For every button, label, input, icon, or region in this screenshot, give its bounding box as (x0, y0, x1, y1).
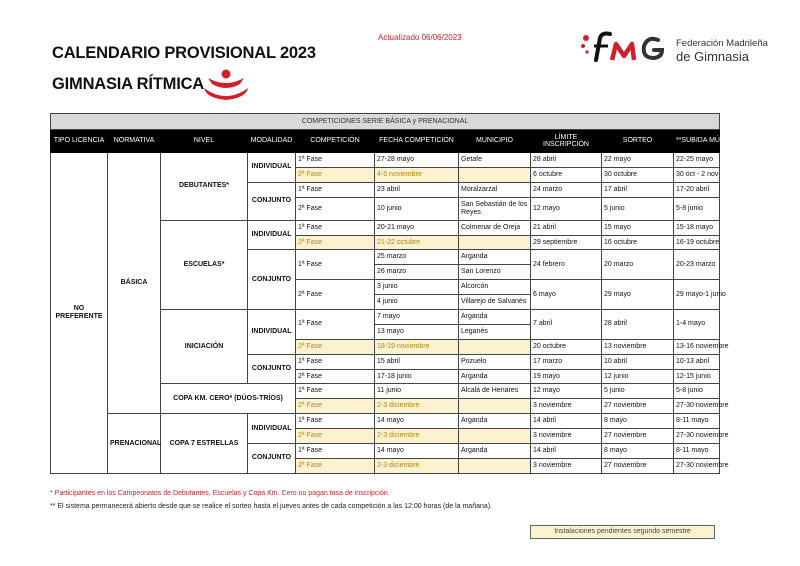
fmg-logo-icon (578, 30, 672, 70)
limite-cell: 3 noviembre (531, 429, 602, 444)
page-subtitle: GIMNASIA RÍTMICA (52, 75, 205, 93)
limite-cell: 19 mayo (531, 369, 602, 384)
musicas-cell: 30 oct - 2 nov (674, 167, 720, 182)
gymnast-emblem-icon (200, 68, 252, 102)
musicas-cell: 27-30 noviembre (674, 458, 720, 473)
col-header: NORMATIVA (108, 130, 161, 153)
fase-cell: 2ª Fase (296, 197, 375, 220)
sorteo-cell: 8 mayo (602, 444, 674, 459)
fecha-cell: 26 marzo (375, 265, 459, 280)
municipio-cell: Pozuelo (459, 354, 531, 369)
fase-cell: 1ª Fase (296, 153, 375, 168)
musicas-cell: 5-8 junio (674, 197, 720, 220)
nivel-copa-km-cero: COPA KM. CERO* (DÚOS-TRÍOS) (161, 384, 296, 414)
normativa-prenacional: PRENACIONAL (108, 414, 161, 474)
fecha-cell: 2-3 diciembre (375, 399, 459, 414)
limite-cell: 12 mayo (531, 197, 602, 220)
col-header: LÍMITE INSCRIPCIÓN (531, 130, 602, 153)
municipio-cell: Leganés (459, 324, 531, 339)
sorteo-cell: 17 abril (602, 182, 674, 197)
sorteo-cell: 13 noviembre (602, 339, 674, 354)
limite-cell: 28 abril (531, 153, 602, 168)
fase-cell: 2ª Fase (296, 429, 375, 444)
municipio-cell: Arganda (459, 444, 531, 459)
municipio-cell (459, 235, 531, 250)
musicas-cell: 1-4 mayo (674, 310, 720, 340)
fase-cell: 2ª Fase (296, 369, 375, 384)
fecha-cell: 15 abril (375, 354, 459, 369)
fecha-cell: 4 junio (375, 295, 459, 310)
fecha-cell: 20-21 mayo (375, 220, 459, 235)
musicas-cell: 27-30 noviembre (674, 429, 720, 444)
modalidad-conjunto: CONJUNTO (248, 182, 296, 220)
nivel-debutantes: DEBUTANTES* (161, 153, 248, 221)
fecha-cell: 18-19 noviembre (375, 339, 459, 354)
modalidad-individual: INDIVIDUAL (248, 310, 296, 355)
fase-cell: 2ª Fase (296, 399, 375, 414)
municipio-cell: Arganda (459, 250, 531, 265)
nivel-copa-7-estrellas: COPA 7 ESTRELLAS (161, 414, 248, 474)
col-header: FECHA COMPETICIÓN (375, 130, 459, 153)
fecha-cell: 21-22 octubre (375, 235, 459, 250)
updated-date: Actualizado 06/06/2023 (378, 33, 462, 42)
table-row (51, 414, 720, 429)
municipio-cell: Colmenar de Oreja (459, 220, 531, 235)
municipio-cell (459, 167, 531, 182)
municipio-cell: Villarejo de Salvanés (459, 295, 531, 310)
super-header: COMPETICIONES SERIE BÁSICA y PRENACIONAL (51, 114, 720, 130)
sorteo-cell: 27 noviembre (602, 429, 674, 444)
municipio-cell: San Lorenzo (459, 265, 531, 280)
limite-cell: 24 marzo (531, 182, 602, 197)
fecha-cell: 17-18 junio (375, 369, 459, 384)
tipo-licencia-cell: NO PREFERENTE (51, 153, 108, 474)
limite-cell: 3 noviembre (531, 458, 602, 473)
calendar-table-wrapper (50, 113, 741, 474)
fecha-cell: 23 abril (375, 182, 459, 197)
limite-cell: 21 abril (531, 220, 602, 235)
sorteo-cell: 5 junio (602, 197, 674, 220)
fase-cell: 1ª Fase (296, 354, 375, 369)
modalidad-conjunto: CONJUNTO (248, 354, 296, 384)
municipio-cell: Arganda (459, 310, 531, 325)
fase-cell: 1ª Fase (296, 384, 375, 399)
municipio-cell (459, 429, 531, 444)
sorteo-cell: 28 abril (602, 310, 674, 340)
musicas-cell: 13-16 noviembre (674, 339, 720, 354)
sorteo-cell: 22 mayo (602, 153, 674, 168)
fase-cell: 1ª Fase (296, 220, 375, 235)
sorteo-cell: 5 junio (602, 384, 674, 399)
musicas-cell: 17-20 abril (674, 182, 720, 197)
sorteo-cell: 20 marzo (602, 250, 674, 280)
fecha-cell: 25 marzo (375, 250, 459, 265)
musicas-cell: 29 mayo-1 junio (674, 280, 720, 310)
fase-cell: 2ª Fase (296, 167, 375, 182)
limite-cell: 24 febrero (531, 250, 602, 280)
municipio-cell: Moralzarzal (459, 182, 531, 197)
modalidad-conjunto: CONJUNTO (248, 444, 296, 474)
modalidad-conjunto: CONJUNTO (248, 250, 296, 310)
limite-cell: 29 septiembre (531, 235, 602, 250)
musicas-cell: 5-8 junio (674, 384, 720, 399)
fase-cell: 2ª Fase (296, 339, 375, 354)
table-header-row (51, 130, 720, 153)
sorteo-cell: 12 junio (602, 369, 674, 384)
fecha-cell: 13 mayo (375, 324, 459, 339)
col-header: **SUBIDA MÚSICAS (674, 130, 720, 153)
fecha-cell: 11 junio (375, 384, 459, 399)
col-header: TIPO LICENCIA (51, 130, 108, 153)
limite-cell: 14 abril (531, 414, 602, 429)
fecha-cell: 27-28 mayo (375, 153, 459, 168)
musicas-cell: 8-11 mayo (674, 444, 720, 459)
fecha-cell: 3 junio (375, 280, 459, 295)
municipio-cell: Arganda (459, 414, 531, 429)
federation-name-line1: Federación Madrileña (676, 38, 768, 49)
sorteo-cell: 16 octubre (602, 235, 674, 250)
col-header: NIVEL (161, 130, 248, 153)
municipio-cell: San Sebastián de los Reyes (459, 197, 531, 220)
sorteo-cell: 8 mayo (602, 414, 674, 429)
sorteo-cell: 29 mayo (602, 280, 674, 310)
sorteo-cell: 30 octubre (602, 167, 674, 182)
limite-cell: 14 abril (531, 444, 602, 459)
municipio-cell (459, 458, 531, 473)
legend-pending-venues: Instalaciones pendientes segundo semestre (530, 525, 715, 539)
limite-cell: 12 mayo (531, 384, 602, 399)
municipio-cell: Alcorcón (459, 280, 531, 295)
nivel-escuelas: ESCUELAS* (161, 220, 248, 309)
musicas-cell: 22-25 mayo (674, 153, 720, 168)
modalidad-individual: INDIVIDUAL (248, 153, 296, 183)
fecha-cell: 14 mayo (375, 414, 459, 429)
col-header: MODALIDAD (248, 130, 296, 153)
limite-cell: 6 mayo (531, 280, 602, 310)
federation-name-line2: de Gimnasia (676, 49, 749, 64)
modalidad-individual: INDIVIDUAL (248, 414, 296, 444)
musicas-cell: 20-23 marzo (674, 250, 720, 280)
municipio-cell: Arganda (459, 369, 531, 384)
limite-cell: 6 octubre (531, 167, 602, 182)
fase-cell: 2ª Fase (296, 280, 375, 310)
col-header: MUNICIPIO (459, 130, 531, 153)
fecha-cell: 10 junio (375, 197, 459, 220)
normativa-basica: BÁSICA (108, 153, 161, 414)
fecha-cell: 2-3 diciembre (375, 458, 459, 473)
table-row (51, 153, 720, 168)
fase-cell: 1ª Fase (296, 250, 375, 280)
fase-cell: 1ª Fase (296, 444, 375, 459)
musicas-cell: 12-15 junio (674, 369, 720, 384)
col-header: SORTEO (602, 130, 674, 153)
footnote-inscription: * Participantes en los Campeonatos de Debutantes, Escuelas y Copa Km. Cero no pagan tasa de inscripción. (50, 490, 390, 497)
municipio-cell: Getafe (459, 153, 531, 168)
calendar-table (50, 113, 741, 474)
sorteo-cell: 27 noviembre (602, 458, 674, 473)
fecha-cell: 2-3 diciembre (375, 429, 459, 444)
musicas-cell: 10-13 abril (674, 354, 720, 369)
col-header: COMPETICIÓN (296, 130, 375, 153)
limite-cell: 3 noviembre (531, 399, 602, 414)
fase-cell: 2ª Fase (296, 235, 375, 250)
modalidad-individual: INDIVIDUAL (248, 220, 296, 250)
fecha-cell: 7 mayo (375, 310, 459, 325)
page-title: CALENDARIO PROVISIONAL 2023 (52, 44, 316, 62)
musicas-cell: 27-30 noviembre (674, 399, 720, 414)
fecha-cell: 4-5 noviembre (375, 167, 459, 182)
municipio-cell (459, 399, 531, 414)
musicas-cell: 8-11 mayo (674, 414, 720, 429)
sorteo-cell: 15 mayo (602, 220, 674, 235)
sorteo-cell: 27 noviembre (602, 399, 674, 414)
fase-cell: 1ª Fase (296, 182, 375, 197)
fase-cell: 2ª Fase (296, 458, 375, 473)
limite-cell: 17 marzo (531, 354, 602, 369)
limite-cell: 7 abril (531, 310, 602, 340)
musicas-cell: 15-18 mayo (674, 220, 720, 235)
sorteo-cell: 10 abril (602, 354, 674, 369)
fecha-cell: 14 mayo (375, 444, 459, 459)
footnote-music-upload: ** El sistema permanecerá abierto desde que se realice el sorteo hasta el jueves antes de cada competición a las 12:00 horas (de la mañana). (50, 503, 493, 510)
municipio-cell: Alcalá de Henares (459, 384, 531, 399)
table-super-header-row (51, 114, 720, 130)
municipio-cell (459, 339, 531, 354)
limite-cell: 20 octubre (531, 339, 602, 354)
musicas-cell: 16-19 octubre (674, 235, 720, 250)
fase-cell: 1ª Fase (296, 414, 375, 429)
fase-cell: 1ª Fase (296, 310, 375, 340)
nivel-iniciacion: INICIACIÓN (161, 310, 248, 384)
